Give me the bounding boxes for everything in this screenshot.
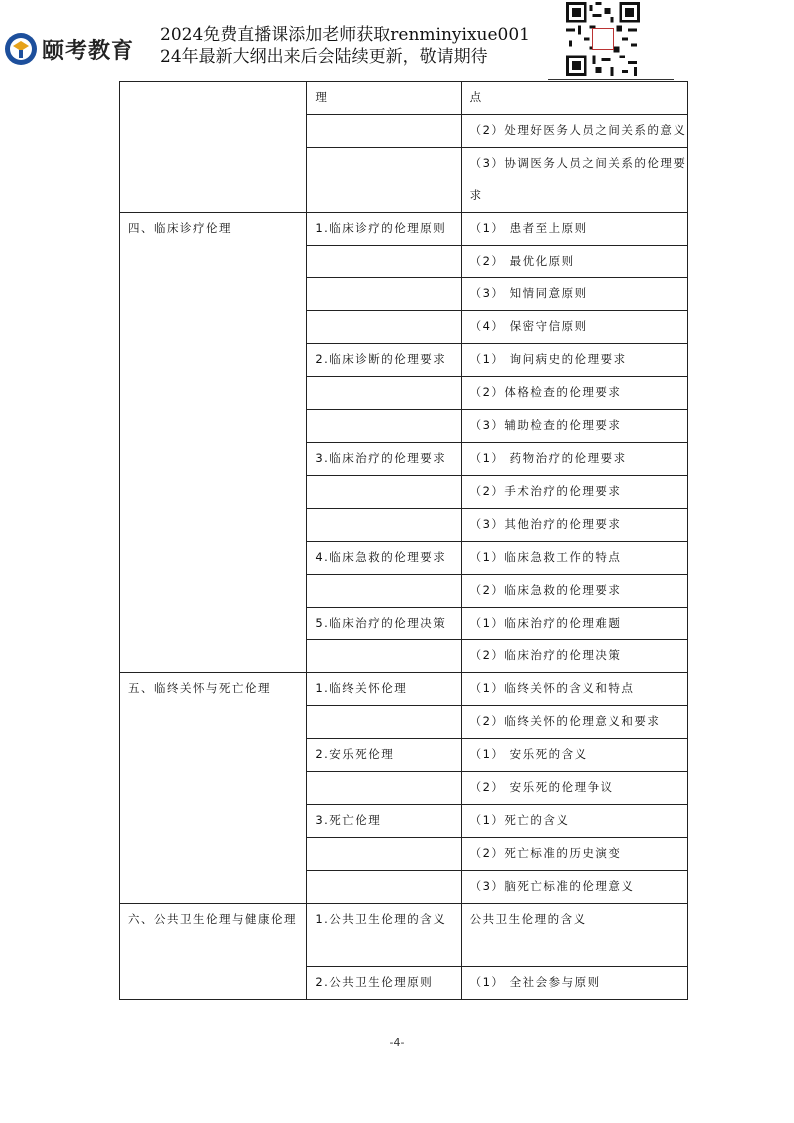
topic-cell: 2.临床诊断的伦理要求 [307,344,461,377]
point-cell: （1）临床治疗的伦理难题 [461,607,687,640]
header-divider [548,79,674,80]
unit-cell [120,82,307,213]
promo-line-2: 24年最新大纲出来后会陆续更新，敬请期待 [160,47,488,67]
point-cell: 公共卫生伦理的含义 [461,903,687,966]
topic-cell: 2.安乐死伦理 [307,739,461,772]
topic-cell: 1.临床诊疗的伦理原则 [307,212,461,245]
topic-cell [307,410,461,443]
topic-cell [307,640,461,673]
topic-cell: 1.临终关怀伦理 [307,673,461,706]
topic-cell [307,772,461,805]
unit-cell: 五、临终关怀与死亡伦理 [120,673,307,903]
topic-cell [307,311,461,344]
point-cell: （3）其他治疗的伦理要求 [461,508,687,541]
qr-code-icon [566,2,640,76]
table-row [120,903,688,966]
point-cell: （2）手术治疗的伦理要求 [461,475,687,508]
topic-cell: 理 [307,82,461,115]
point-cell: （1）死亡的含义 [461,804,687,837]
topic-cell [307,278,461,311]
point-cell: （4） 保密守信原则 [461,311,687,344]
logo-emblem-icon [4,32,38,66]
topic-cell [307,377,461,410]
point-cell: （2）临床治疗的伦理决策 [461,640,687,673]
topic-cell [307,837,461,870]
topic-cell [307,147,461,212]
point-cell: （1） 药物治疗的伦理要求 [461,442,687,475]
point-cell: （2）处理好医务人员之间关系的意义 [461,114,687,147]
point-cell: （1） 安乐死的含义 [461,739,687,772]
point-cell: （3） 知情同意原则 [461,278,687,311]
point-cell: （2）死亡标准的历史演变 [461,837,687,870]
topic-cell [307,574,461,607]
point-cell: （2） 安乐死的伦理争议 [461,772,687,805]
topic-cell [307,508,461,541]
topic-cell [307,475,461,508]
table-row [120,212,688,245]
topic-cell [307,245,461,278]
point-cell: 点 [461,82,687,115]
point-cell: （3）协调医务人员之间关系的伦理要求 [461,147,687,212]
topic-cell [307,114,461,147]
page-number: -4- [389,1036,405,1049]
point-cell: （1） 患者至上原则 [461,212,687,245]
table-row [120,82,688,115]
point-cell: （1） 全社会参与原则 [461,966,687,999]
promo-text [160,24,530,68]
promo-line-1: 2024免费直播课添加老师获取renminyixue001 [160,25,530,45]
point-cell: （2）临床急救的伦理要求 [461,574,687,607]
point-cell: （1）临终关怀的含义和特点 [461,673,687,706]
topic-cell: 3.死亡伦理 [307,804,461,837]
point-cell: （3）脑死亡标准的伦理意义 [461,870,687,903]
point-cell: （3）辅助检查的伦理要求 [461,410,687,443]
topic-cell: 5.临床治疗的伦理决策 [307,607,461,640]
point-cell: （2） 最优化原则 [461,245,687,278]
topic-cell: 3.临床治疗的伦理要求 [307,442,461,475]
point-cell: （2）临终关怀的伦理意义和要求 [461,706,687,739]
topic-cell [307,870,461,903]
logo-text: 颐考教育 [42,39,135,64]
page-header [0,0,794,80]
point-cell: （2）体格检查的伦理要求 [461,377,687,410]
syllabus-table [119,81,688,1000]
topic-cell: 1.公共卫生伦理的含义 [307,903,461,966]
table-row [120,673,688,706]
topic-cell: 2.公共卫生伦理原则 [307,966,461,999]
unit-cell: 四、临床诊疗伦理 [120,212,307,673]
point-cell: （1）临床急救工作的特点 [461,541,687,574]
topic-cell: 4.临床急救的伦理要求 [307,541,461,574]
point-cell: （1） 询问病史的伦理要求 [461,344,687,377]
unit-cell: 六、公共卫生伦理与健康伦理 [120,903,307,999]
topic-cell [307,706,461,739]
